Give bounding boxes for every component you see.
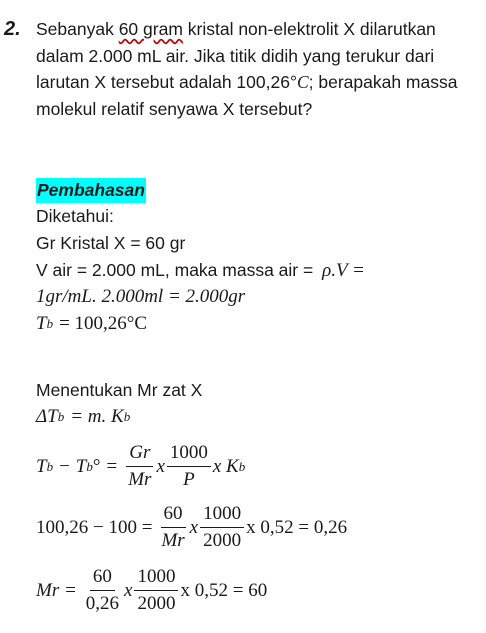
fraction-denominator: 0,26	[85, 593, 120, 614]
fraction-numerator: 60	[161, 503, 186, 528]
eq4-tail: x 0,52 = 60	[180, 579, 268, 601]
eq4-lhs: Mr =	[36, 579, 77, 601]
eq3-lhs: 100,26 − 100 =	[36, 516, 153, 538]
eq2-t2-sub: b	[86, 458, 93, 474]
question-text-part-3: ; berapakah massa molekul relatif senyawa X tersebut?	[36, 72, 458, 119]
tb-symbol: T	[36, 313, 47, 334]
question-number: 2.	[4, 18, 21, 40]
fraction-60-over-026	[83, 566, 122, 615]
known-water-volume-text: V air = 2.000 mL, maka massa air =	[36, 260, 314, 280]
tb-subscript: b	[46, 316, 54, 331]
fraction-numerator: 1000	[167, 442, 211, 467]
solution-heading: Pembahasan	[36, 178, 146, 203]
equation-substituted	[36, 503, 347, 552]
question-unit: C	[296, 72, 309, 92]
fraction-denominator: Mr	[161, 530, 185, 551]
eq2-equals: =	[106, 455, 118, 477]
eq4-times: x	[124, 579, 133, 601]
fraction-denominator: 2000	[203, 530, 242, 551]
equation-general	[36, 442, 245, 491]
fraction-1000-over-2000	[200, 503, 244, 552]
fraction-60-over-mr	[158, 503, 187, 552]
density-formula: ρ.V =	[322, 260, 365, 281]
delta-t-subscript: b	[57, 409, 65, 424]
fraction-gr-over-mr	[125, 442, 154, 491]
fraction-numerator: 60	[90, 566, 115, 591]
molality-times-kb: = m. K	[70, 406, 124, 427]
known-label: Diketahui:	[36, 206, 114, 226]
fraction-denominator: P	[183, 469, 195, 490]
kb-subscript: b	[123, 409, 131, 424]
eq3-tail: x 0,52 = 0,26	[246, 516, 348, 538]
known-water-volume	[36, 260, 365, 282]
fraction-numerator: Gr	[126, 442, 153, 467]
eq2-t-sub: b	[46, 458, 54, 474]
question-text	[36, 16, 466, 122]
eq2-degree: °	[92, 455, 101, 477]
water-mass-calculation	[36, 286, 245, 308]
delta-t-symbol: ΔT	[36, 406, 58, 427]
eq3-times: x	[189, 516, 199, 538]
fraction-numerator: 1000	[134, 566, 178, 591]
tb-value: = 100,26°C	[59, 313, 148, 334]
boiling-point-known	[36, 313, 147, 335]
eq2-t2: T	[75, 455, 87, 477]
eq2-times: x	[156, 455, 165, 477]
equation-delta-tb	[36, 406, 130, 428]
fraction-1000-over-2000	[134, 566, 178, 615]
known-crystal-mass: Gr Kristal X = 60 gr	[36, 233, 186, 253]
spellcheck-underlined-text: 60 gram	[118, 19, 183, 39]
eq2-tail-sub: b	[238, 458, 246, 474]
step-title: Menentukan Mr zat X	[36, 380, 203, 400]
fraction-1000-over-p	[167, 442, 211, 491]
eq2-minus: −	[59, 455, 70, 477]
question-text-part-2: kristal non-elektrolit X dilarutkan dalam 2.000 mL air. Jika titik didih yang terukur dari larutan X tersebut adalah 100,26°	[36, 19, 436, 92]
eq2-tail: x K	[212, 455, 239, 477]
question-text-part-1: Sebanyak	[36, 19, 119, 39]
equation-result	[36, 566, 267, 615]
fraction-denominator: 2000	[137, 593, 176, 614]
fraction-numerator: 1000	[200, 503, 244, 528]
fraction-denominator: Mr	[128, 469, 152, 490]
eq2-t: T	[36, 455, 47, 477]
water-mass-equation: 1gr/mL. 2.000ml = 2.000gr	[36, 286, 246, 307]
